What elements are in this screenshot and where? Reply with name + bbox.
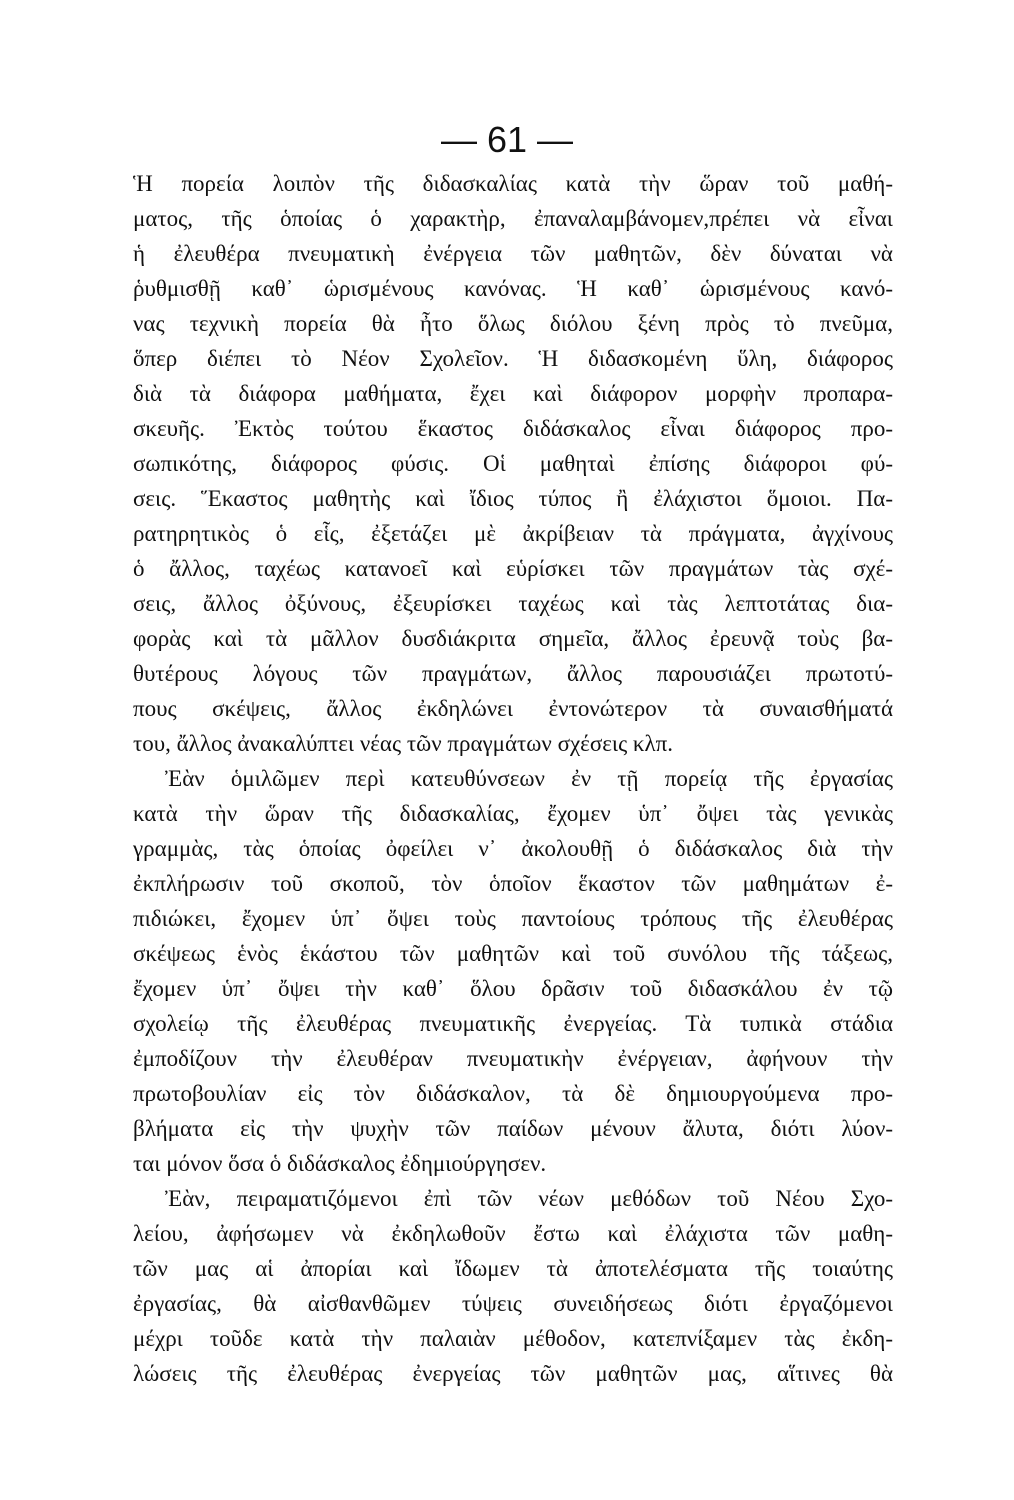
text-line: ματος, τῆς ὁποίας ὁ χαρακτὴρ, ἐπαναλαμβάνομεν,πρέπει νὰ εἶναι xyxy=(133,206,893,231)
text-line: βλήματα εἰς τὴν ψυχὴν τῶν παίδων μένουν ἄλυτα, διότι λύον- xyxy=(133,1116,893,1141)
text-line: σεις. Ἕκαστος μαθητὴς καὶ ἴδιος τύπος ἢ ἐλάχιστοι ὅμοιοι. Πα- xyxy=(133,486,893,511)
text-line: λώσεις τῆς ἐλευθέρας ἐνεργείας τῶν μαθητῶν μας, αἵτινες θὰ xyxy=(133,1361,893,1386)
text-line: Ἐὰν ὁμιλῶμεν περὶ κατευθύνσεων ἐν τῇ πορείᾳ τῆς ἐργασίας xyxy=(165,766,893,791)
text-line: θυτέρους λόγους τῶν πραγμάτων, ἄλλος παρουσιάζει πρωτοτύ- xyxy=(133,661,893,686)
text-line: ρατηρητικὸς ὁ εἷς, ἐξετάζει μὲ ἀκρίβειαν τὰ πράγματα, ἀγχίνους xyxy=(133,521,893,546)
text-line: διὰ τὰ διάφορα μαθήματα, ἔχει καὶ διάφορον μορφὴν προπαρα- xyxy=(133,381,893,406)
text-line: ἔχομεν ὑπ᾽ ὄψει τὴν καθ᾽ ὅλου δρᾶσιν τοῦ διδασκάλου ἐν τῷ xyxy=(133,976,893,1001)
text-line: κατὰ τὴν ὥραν τῆς διδασκαλίας, ἔχομεν ὑπ᾽ ὄψει τὰς γενικὰς xyxy=(133,801,893,826)
text-line: ἐμποδίζουν τὴν ἐλευθέραν πνευματικὴν ἐνέργειαν, ἀφήνουν τὴν xyxy=(133,1046,893,1071)
text-line: ὁ ἄλλος, ταχέως κατανοεῖ καὶ εὑρίσκει τῶν πραγμάτων τὰς σχέ- xyxy=(133,556,893,581)
text-line: νας τεχνικὴ πορεία θὰ ἦτο ὅλως διόλου ξένη πρὸς τὸ πνεῦμα, xyxy=(133,311,893,336)
text-line: μέχρι τοῦδε κατὰ τὴν παλαιὰν μέθοδον, κατεπνίξαμεν τὰς ἐκδη- xyxy=(133,1326,893,1351)
text-line: ἐργασίας, θὰ αἰσθανθῶμεν τύψεις συνειδήσεως διότι ἐργαζόμενοι xyxy=(133,1291,893,1316)
text-line: σωπικότης, διάφορος φύσις. Οἱ μαθηταὶ ἐπίσης διάφοροι φύ- xyxy=(133,451,893,476)
text-line: Ἐὰν, πειραματιζόμενοι ἐπὶ τῶν νέων μεθόδων τοῦ Νέου Σχο- xyxy=(165,1186,893,1211)
body-text xyxy=(133,166,893,1391)
text-line: πους σκέψεις, ἄλλος ἐκδηλώνει ἐντονώτερον τὰ συναισθήματά xyxy=(133,696,893,721)
text-line: φορὰς καὶ τὰ μᾶλλον δυσδιάκριτα σημεῖα, ἄλλος ἐρευνᾷ τοὺς βα- xyxy=(133,626,893,651)
text-line: σχολείῳ τῆς ἐλευθέρας πνευματικῆς ἐνεργείας. Τὰ τυπικὰ στάδια xyxy=(133,1011,893,1036)
text-line: τῶν μας αἱ ἀπορίαι καὶ ἴδωμεν τὰ ἀποτελέσματα τῆς τοιαύτης xyxy=(133,1256,893,1281)
text-line: πρωτοβουλίαν εἰς τὸν διδάσκαλον, τὰ δὲ δημιουργούμενα προ- xyxy=(133,1081,893,1106)
text-line: ται μόνον ὅσα ὁ διδάσκαλος ἐδημιούργησεν. xyxy=(133,1151,547,1176)
text-line: γραμμὰς, τὰς ὁποίας ὀφείλει ν᾽ ἀκολουθῇ ὁ διδάσκαλος διὰ τὴν xyxy=(133,836,893,861)
text-line: σκέψεως ἑνὸς ἑκάστου τῶν μαθητῶν καὶ τοῦ συνόλου τῆς τάξεως, xyxy=(133,941,893,966)
text-line: λείου, ἀφήσωμεν νὰ ἐκδηλωθοῦν ἔστω καὶ ἐλάχιστα τῶν μαθη- xyxy=(133,1221,893,1246)
text-line: σκευῆς. Ἐκτὸς τούτου ἕκαστος διδάσκαλος εἶναι διάφορος προ- xyxy=(133,416,893,441)
text-line: ἐκπλήρωσιν τοῦ σκοποῦ, τὸν ὁποῖον ἕκαστον τῶν μαθημάτων ἐ- xyxy=(133,871,893,896)
text-line: του, ἄλλος ἀνακαλύπτει νέας τῶν πραγμάτων σχέσεις κλπ. xyxy=(133,731,674,756)
text-line: ἡ ἐλευθέρα πνευματικὴ ἐνέργεια τῶν μαθητῶν, δὲν δύναται νὰ xyxy=(133,241,893,266)
page-number: — 61 — xyxy=(440,119,574,160)
text-line: πιδιώκει, ἔχομεν ὑπ᾽ ὄψει τοὺς παντοίους τρόπους τῆς ἐλευθέρας xyxy=(133,906,893,931)
text-line: ὅπερ διέπει τὸ Νέον Σχολεῖον. Ἡ διδασκομένη ὕλη, διάφορος xyxy=(133,346,893,371)
text-line: σεις, ἄλλος ὀξύνους, ἐξευρίσκει ταχέως καὶ τὰς λεπτοτάτας δια- xyxy=(133,591,893,616)
text-line: ῥυθμισθῇ καθ᾽ ὡρισμένους κανόνας. Ἡ καθ᾽ ὡρισμένους κανό- xyxy=(133,276,893,301)
text-line: Ἡ πορεία λοιπὸν τῆς διδασκαλίας κατὰ τὴν ὥραν τοῦ μαθή- xyxy=(133,171,893,196)
